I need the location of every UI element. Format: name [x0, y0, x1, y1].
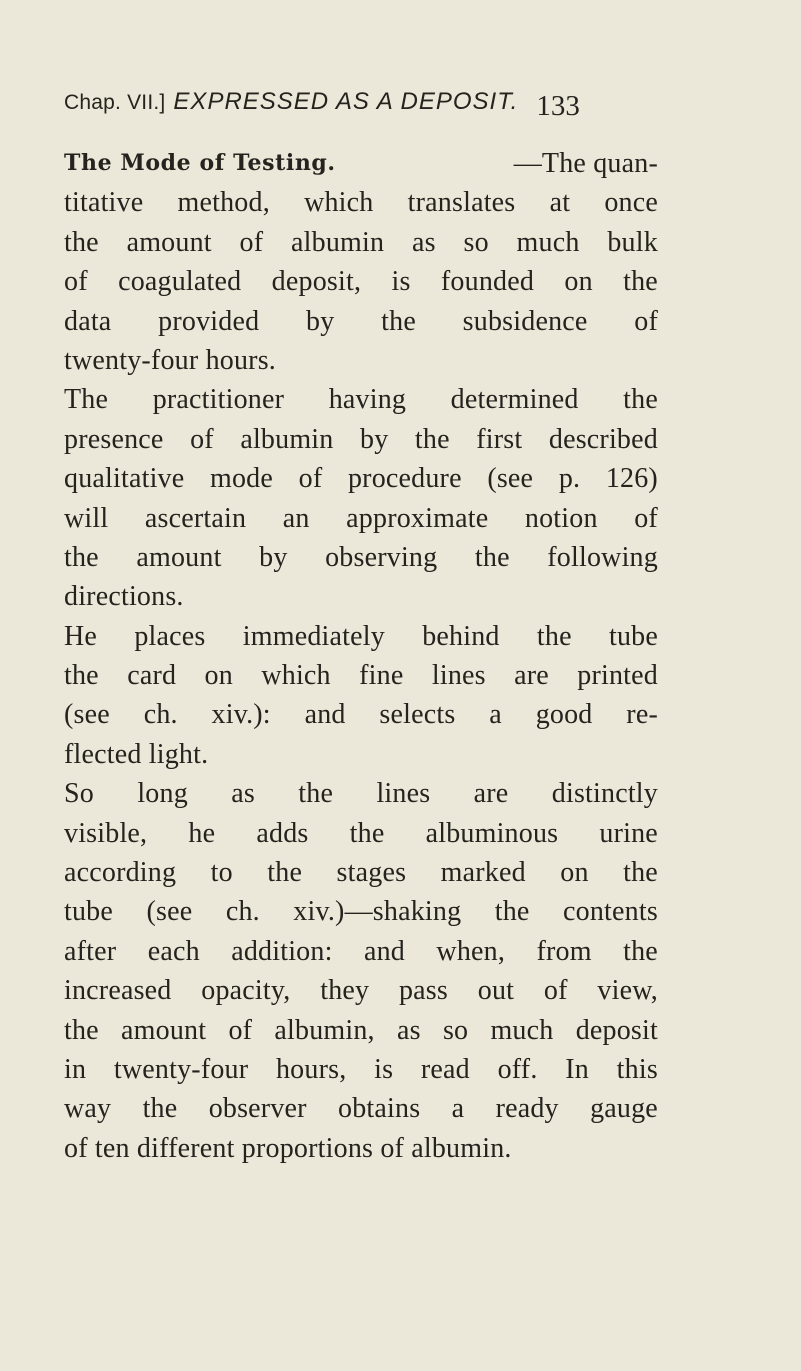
text-line: [64, 617, 658, 656]
word: of: [543, 975, 568, 1007]
text-line: [64, 656, 658, 695]
word: the: [623, 935, 658, 967]
word: in: [64, 1053, 87, 1085]
word: printed: [577, 660, 658, 692]
text-line: twenty-four hours.: [64, 344, 277, 376]
word: bulk: [607, 226, 658, 258]
word: will: [64, 502, 109, 534]
text-line: [64, 499, 658, 538]
word: procedure: [347, 463, 462, 495]
word: practitioner: [152, 384, 285, 416]
word: deposit: [575, 1014, 658, 1046]
text-line: [64, 814, 658, 853]
word: a: [489, 699, 502, 731]
word: method,: [177, 187, 270, 219]
word: view,: [597, 975, 658, 1007]
word: increased: [64, 975, 172, 1007]
word: ready: [495, 1093, 559, 1125]
running-head: [64, 84, 664, 134]
word: the: [623, 857, 658, 889]
word: the: [64, 660, 99, 692]
word: titative: [64, 187, 144, 219]
word: urine: [599, 817, 658, 849]
word: marked: [440, 857, 526, 889]
word: places: [134, 620, 206, 652]
word: lines: [376, 778, 431, 810]
word: visible,: [64, 817, 148, 849]
word: founded: [440, 266, 535, 298]
word: out: [477, 975, 515, 1007]
word: tube: [608, 620, 658, 652]
word: is: [391, 266, 411, 298]
word: by: [259, 541, 288, 573]
running-title: EXPRESSED AS A DEPOSIT.: [173, 88, 519, 115]
word: on: [204, 660, 233, 692]
text-line: [64, 538, 658, 577]
word: so: [442, 1014, 469, 1046]
word: amount: [126, 226, 212, 258]
word: an: [282, 502, 310, 534]
word: each: [147, 935, 200, 967]
word: on: [560, 857, 589, 889]
text-line: [64, 420, 658, 459]
word: The: [64, 384, 109, 416]
word: the: [64, 226, 99, 258]
word: subsidence: [462, 305, 588, 337]
word: lines: [431, 660, 486, 692]
word: are: [473, 778, 509, 810]
word: distinctly: [551, 778, 658, 810]
word: and: [363, 935, 405, 967]
text-line: [64, 695, 658, 734]
word: he: [188, 817, 216, 849]
word: the: [623, 384, 658, 416]
word: ascertain: [144, 502, 247, 534]
word: by: [360, 423, 389, 455]
word: of: [634, 502, 658, 534]
text-line: [64, 144, 658, 183]
word: after: [64, 935, 117, 967]
word: adds: [256, 817, 309, 849]
chapter-label: Chap. VII.]: [64, 91, 166, 114]
word: obtains: [338, 1093, 421, 1125]
word: amount: [136, 541, 222, 573]
word: as: [231, 778, 255, 810]
word: way: [64, 1093, 112, 1125]
word: which: [304, 187, 374, 219]
word: xiv.)—shaking: [293, 896, 462, 928]
word: observing: [325, 541, 438, 573]
word: following: [547, 541, 658, 573]
text-line: [64, 1011, 658, 1050]
section-heading: The Mode of Testing.: [64, 150, 336, 176]
word: at: [549, 187, 571, 219]
word: the: [623, 266, 658, 298]
word: the: [494, 896, 530, 928]
word: much: [490, 1014, 554, 1046]
word: as: [411, 226, 436, 258]
text-line: [64, 302, 658, 341]
word: (see: [487, 463, 534, 495]
word: first: [476, 423, 523, 455]
word: the: [536, 620, 572, 652]
word: stages: [336, 857, 407, 889]
word: So: [64, 778, 94, 810]
word: albumin: [240, 423, 334, 455]
word: of: [190, 423, 214, 455]
text-line: [64, 971, 658, 1010]
word: the: [414, 423, 450, 455]
word: this: [616, 1053, 658, 1085]
word: ch.: [225, 896, 260, 928]
word: so: [463, 226, 489, 258]
text-line: [64, 1050, 658, 1089]
word: the: [267, 857, 303, 889]
word: tube: [64, 896, 114, 928]
word: they: [320, 975, 370, 1007]
word: the: [349, 817, 385, 849]
text-line: [64, 892, 658, 931]
word: having: [328, 384, 407, 416]
word: approximate: [346, 502, 489, 534]
word: opacity,: [201, 975, 291, 1007]
word: the: [381, 305, 416, 337]
word: He: [64, 620, 98, 652]
word: a: [451, 1093, 465, 1125]
word: read: [420, 1053, 470, 1085]
word: albumin: [291, 226, 385, 258]
word: when,: [436, 935, 506, 967]
word: immediately: [242, 620, 385, 652]
word: 126): [605, 463, 658, 495]
word: coagulated: [118, 266, 242, 298]
word: on: [564, 266, 593, 298]
word: albuminous: [425, 817, 559, 849]
word: to: [210, 857, 233, 889]
word: addition:: [231, 935, 333, 967]
word: notion: [524, 502, 598, 534]
word: hours,: [275, 1053, 347, 1085]
word: much: [516, 226, 580, 258]
word: twenty-four: [113, 1053, 249, 1085]
text-line: [64, 774, 658, 813]
word: contents: [563, 896, 658, 928]
word: behind: [422, 620, 500, 652]
word: good: [535, 699, 593, 731]
word: (see: [64, 699, 110, 731]
word: from: [536, 935, 592, 967]
text-line: [64, 853, 658, 892]
word: re-: [626, 699, 658, 731]
word: (see: [146, 896, 193, 928]
word: of: [228, 1014, 253, 1046]
word: ch.: [143, 699, 178, 731]
word: of: [634, 305, 658, 337]
word: of: [298, 463, 323, 495]
text-line: of ten different proportions of albumin.: [64, 1132, 512, 1164]
word: gauge: [590, 1093, 658, 1125]
page-number: 133: [536, 90, 580, 122]
word: deposit,: [271, 266, 362, 298]
text-line: [64, 380, 658, 419]
word: long: [137, 778, 188, 810]
word: In: [565, 1053, 589, 1085]
word: qualitative: [64, 463, 185, 495]
word: of: [239, 226, 264, 258]
text-line: flected light.: [64, 738, 209, 770]
word: and: [304, 699, 346, 731]
word: the: [64, 1014, 99, 1046]
word: determined: [450, 384, 579, 416]
word: the: [64, 541, 99, 573]
word: of: [64, 266, 88, 298]
word: observer: [208, 1093, 307, 1125]
body-text: [64, 144, 658, 1168]
word: card: [127, 660, 177, 692]
word: translates: [407, 187, 516, 219]
word: the: [142, 1093, 178, 1125]
word: which: [261, 660, 331, 692]
word: pass: [398, 975, 449, 1007]
word: described: [548, 423, 658, 455]
word: the: [474, 541, 510, 573]
text-line: [64, 262, 658, 301]
word: the: [298, 778, 334, 810]
text-line: [64, 183, 658, 222]
word: presence: [64, 423, 164, 455]
word: fine: [359, 660, 404, 692]
word: albumin,: [274, 1014, 375, 1046]
word: amount: [121, 1014, 207, 1046]
word: by: [306, 305, 335, 337]
word: is: [374, 1053, 394, 1085]
word: as: [396, 1014, 421, 1046]
word: according: [64, 857, 177, 889]
text-line: [64, 1089, 658, 1128]
text-line: [64, 932, 658, 971]
text-line: [64, 459, 658, 498]
text-line: directions.: [64, 581, 184, 613]
word: once: [604, 187, 658, 219]
word: selects: [379, 699, 456, 731]
word: are: [514, 660, 549, 692]
first-line-tail: —The quan-: [513, 148, 658, 179]
word: mode: [210, 463, 274, 495]
text-line: [64, 223, 658, 262]
word: provided: [158, 305, 260, 337]
word: xiv.):: [211, 699, 271, 731]
word: off.: [497, 1053, 538, 1085]
word: p.: [558, 463, 581, 495]
word: data: [64, 305, 112, 337]
